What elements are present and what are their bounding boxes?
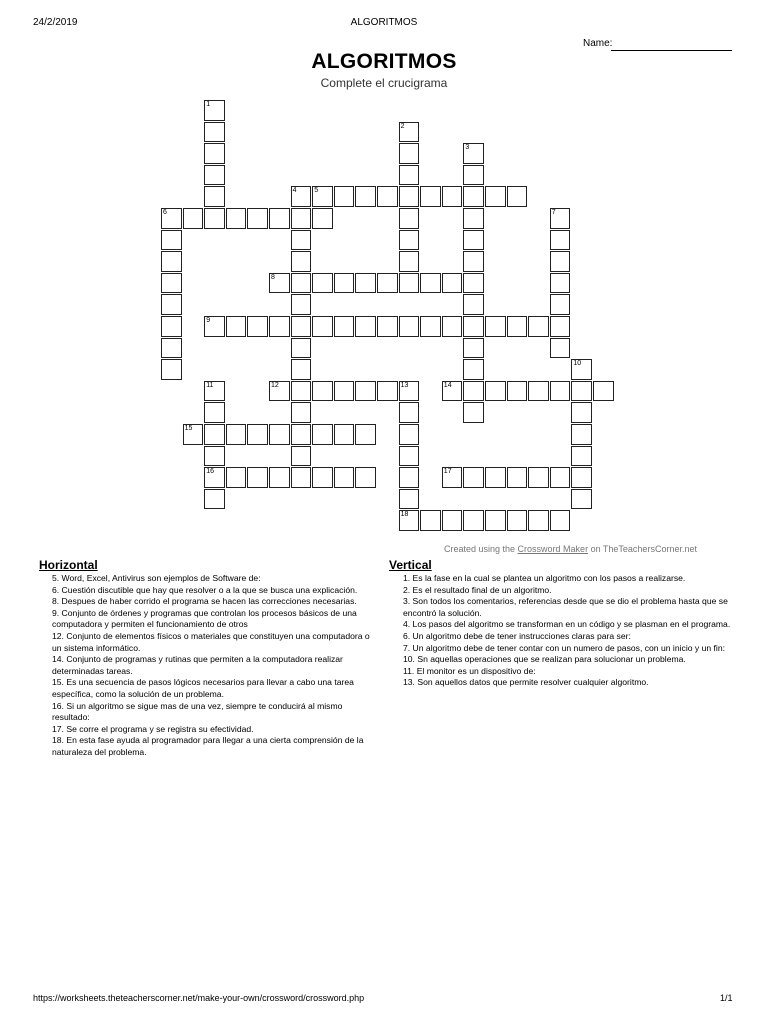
- credit-suffix: on TheTeachersCorner.net: [588, 544, 697, 554]
- page-number: 1/1: [720, 993, 733, 1003]
- crossword-cell[interactable]: [291, 446, 312, 467]
- crossword-cell[interactable]: [334, 381, 355, 402]
- crossword-cell[interactable]: [485, 316, 506, 337]
- crossword-cell[interactable]: [355, 316, 376, 337]
- crossword-cell[interactable]: [355, 186, 376, 207]
- clue-number: 7: [551, 209, 556, 216]
- crossword-cell[interactable]: [204, 165, 225, 186]
- crossword-cell[interactable]: [528, 316, 549, 337]
- crossword-cell[interactable]: [291, 251, 312, 272]
- across-clue: 12. Conjunto de elementos físicos o materiales que constituyen una computadora o un sistema informático.: [52, 630, 370, 653]
- crossword-cell[interactable]: [550, 294, 571, 315]
- crossword-cell[interactable]: [463, 316, 484, 337]
- crossword-cell[interactable]: [204, 402, 225, 423]
- crossword-cell[interactable]: [269, 208, 290, 229]
- down-clue: 7. Un algoritmo debe de tener contar con un numero de pasos, con un inicio y un fin:: [403, 642, 725, 653]
- clue-number: 15: [184, 425, 193, 432]
- crossword-cell[interactable]: [204, 381, 225, 402]
- across-heading: Horizontal: [39, 558, 98, 572]
- crossword-cell[interactable]: [161, 338, 182, 359]
- crossword-cell[interactable]: [291, 338, 312, 359]
- crossword-cell[interactable]: [528, 381, 549, 402]
- crossword-cell[interactable]: [226, 208, 247, 229]
- crossword-cell[interactable]: [463, 251, 484, 272]
- crossword-cell[interactable]: [399, 316, 420, 337]
- crossword-cell[interactable]: [485, 186, 506, 207]
- crossword-cell[interactable]: [204, 100, 225, 121]
- crossword-cell[interactable]: [291, 359, 312, 380]
- credit-line: [444, 544, 697, 554]
- crossword-cell[interactable]: [463, 381, 484, 402]
- crossword-cell[interactable]: [399, 402, 420, 423]
- crossword-cell[interactable]: [204, 424, 225, 445]
- crossword-cell[interactable]: [507, 467, 528, 488]
- crossword-cell[interactable]: [204, 186, 225, 207]
- crossword-cell[interactable]: [291, 294, 312, 315]
- crossword-cell[interactable]: [463, 510, 484, 531]
- crossword-cell[interactable]: [507, 510, 528, 531]
- crossword-cell[interactable]: [247, 424, 268, 445]
- down-clue-list: [403, 573, 733, 689]
- crossword-cell[interactable]: [334, 467, 355, 488]
- crossword-cell[interactable]: [528, 467, 549, 488]
- crossword-cell[interactable]: [399, 165, 420, 186]
- crossword-cell[interactable]: [399, 230, 420, 251]
- crossword-cell[interactable]: [226, 467, 247, 488]
- crossword-cell[interactable]: [463, 294, 484, 315]
- crossword-cell[interactable]: [399, 122, 420, 143]
- crossword-cell[interactable]: [183, 208, 204, 229]
- clue-number: 3: [465, 144, 470, 152]
- crossword-cell[interactable]: [312, 186, 333, 207]
- crossword-cell[interactable]: [247, 467, 268, 488]
- across-clue: 17. Se corre el programa y se registra su efectividad.: [52, 723, 254, 734]
- down-clue: 11. El monitor es un dispositivo de:: [403, 665, 536, 676]
- crossword-cell[interactable]: [269, 424, 290, 445]
- crossword-cell[interactable]: [377, 316, 398, 337]
- crossword-cell[interactable]: [550, 381, 571, 402]
- crossword-cell[interactable]: [420, 316, 441, 337]
- clue-number: 2: [400, 122, 405, 130]
- crossword-cell[interactable]: [442, 316, 463, 337]
- down-clue: 10. Sn aquellas operaciones que se realizan para solucionar un problema.: [403, 654, 686, 665]
- crossword-cell[interactable]: [593, 381, 614, 402]
- across-clue: 9. Conjunto de órdenes y programas que controlan los procesos básicos de una computadora y permiten el funcionamiento de otros: [52, 607, 357, 630]
- crossword-cell[interactable]: [291, 402, 312, 423]
- crossword-cell[interactable]: [420, 186, 441, 207]
- crossword-cell[interactable]: [269, 467, 290, 488]
- down-heading: Vertical: [389, 558, 432, 572]
- crossword-cell[interactable]: [204, 122, 225, 143]
- across-clue: 18. En esta fase ayuda al programador para llegar a una cierta comprensión de la naturaleza del problema.: [52, 735, 364, 757]
- crossword-cell[interactable]: [550, 510, 571, 531]
- crossword-cell[interactable]: [312, 381, 333, 402]
- down-clue: 1. Es la fase en la cual se plantea un algoritmo con los pasos a realizarse.: [403, 573, 686, 583]
- name-label: Name:: [583, 38, 613, 49]
- across-clue: 5. Word, Excel, Antivirus son ejemplos de Software de:: [52, 573, 261, 583]
- crossword-cell[interactable]: [291, 381, 312, 402]
- crossword-cell[interactable]: [291, 316, 312, 337]
- clue-number: 12: [271, 381, 279, 389]
- across-clue: 16. Si un algoritmo se sigue mas de una vez, siempre te conducirá al mismo resultado:: [52, 700, 343, 723]
- crossword-cell[interactable]: [442, 510, 463, 531]
- crossword-cell[interactable]: [399, 467, 420, 488]
- clue-number: 9: [206, 317, 211, 324]
- crossword-cell[interactable]: [399, 143, 420, 164]
- clue-number: 10: [573, 360, 582, 368]
- crossword-cell[interactable]: [247, 208, 268, 229]
- crossword-cell[interactable]: [161, 230, 182, 251]
- across-clue-list: [52, 573, 372, 759]
- crossword-cell[interactable]: [571, 489, 592, 510]
- crossword-cell[interactable]: [204, 489, 225, 510]
- crossword-cell[interactable]: [571, 359, 592, 380]
- crossword-cell[interactable]: [463, 402, 484, 423]
- crossword-cell[interactable]: [442, 186, 463, 207]
- crossword-cell[interactable]: [399, 489, 420, 510]
- crossword-cell[interactable]: [550, 316, 571, 337]
- clue-number: 4: [292, 187, 297, 195]
- crossword-cell[interactable]: [377, 273, 398, 294]
- page-subtitle: Complete el crucigrama: [320, 76, 448, 90]
- crossword-cell[interactable]: [291, 424, 312, 445]
- down-clue: 6. Un algoritmo debe de tener instrucciones claras para ser:: [403, 630, 631, 641]
- across-clue: 14. Conjunto de programas y rutinas que permiten a la computadora realizar determinadas tareas.: [52, 654, 343, 676]
- crossword-cell[interactable]: [463, 165, 484, 186]
- crossword-cell[interactable]: [377, 381, 398, 402]
- crossword-cell[interactable]: [334, 316, 355, 337]
- crossword-cell[interactable]: [463, 467, 484, 488]
- crossword-cell[interactable]: [507, 316, 528, 337]
- crossword-cell[interactable]: [355, 424, 376, 445]
- clue-number: 17: [443, 468, 452, 476]
- crossword-cell[interactable]: [161, 316, 182, 337]
- crossword-cell[interactable]: [571, 467, 592, 488]
- crossword-cell[interactable]: [204, 316, 225, 337]
- credit-prefix: Created using the: [444, 544, 518, 554]
- crossword-cell[interactable]: [161, 359, 182, 380]
- crossword-cell[interactable]: [312, 316, 333, 337]
- crossword-cell[interactable]: [291, 230, 312, 251]
- crossword-cell[interactable]: [226, 424, 247, 445]
- crossword-cell[interactable]: [355, 381, 376, 402]
- crossword-cell[interactable]: [528, 510, 549, 531]
- crossword-cell[interactable]: [463, 273, 484, 294]
- crossword-cell[interactable]: [485, 510, 506, 531]
- clue-number: 18: [400, 511, 409, 519]
- footer-url: https://worksheets.theteacherscorner.net/make-your-own/crossword/crossword.php: [33, 993, 365, 1003]
- crossword-cell[interactable]: [399, 251, 420, 272]
- crossword-cell[interactable]: [420, 273, 441, 294]
- crossword-cell[interactable]: [420, 510, 441, 531]
- crossword-cell[interactable]: [399, 510, 420, 531]
- crossword-cell[interactable]: [550, 208, 571, 229]
- crossword-cell[interactable]: [355, 273, 376, 294]
- crossword-cell[interactable]: [161, 273, 182, 294]
- crossword-cell[interactable]: [334, 186, 355, 207]
- crossword-cell[interactable]: [507, 381, 528, 402]
- crossword-cell[interactable]: [399, 381, 420, 402]
- crossword-cell[interactable]: [204, 446, 225, 467]
- crossword-cell[interactable]: [399, 186, 420, 207]
- across-clue: 8. Despues de haber corrido el programa se hacen las correcciones necesarias.: [52, 596, 357, 607]
- print-header-title: ALGORITMOS: [350, 17, 418, 28]
- clue-number: 16: [206, 468, 214, 476]
- crossword-cell[interactable]: [550, 230, 571, 251]
- crossword-cell[interactable]: [485, 467, 506, 488]
- clue-number: 11: [206, 381, 214, 389]
- crossword-cell[interactable]: [312, 208, 333, 229]
- clue-number: 8: [271, 273, 275, 281]
- crossword-cell[interactable]: [269, 381, 290, 402]
- crossword-cell[interactable]: [442, 467, 463, 488]
- crossword-cell[interactable]: [226, 316, 247, 337]
- crossword-cell[interactable]: [550, 467, 571, 488]
- crossword-cell[interactable]: [204, 143, 225, 164]
- clue-number: 13: [400, 381, 409, 389]
- across-clue: 15. Es una secuencia de pasos lógicos necesarios para llevar a cabo una tarea específica, como la solución de un problema.: [52, 677, 354, 699]
- crossword-cell[interactable]: [204, 467, 225, 488]
- crossword-cell[interactable]: [463, 338, 484, 359]
- crossword-cell[interactable]: [334, 424, 355, 445]
- crossword-cell[interactable]: [550, 251, 571, 272]
- crossword-cell[interactable]: [183, 424, 204, 445]
- crossword-cell[interactable]: [571, 446, 592, 467]
- crossword-cell[interactable]: [291, 273, 312, 294]
- crossword-cell[interactable]: [442, 273, 463, 294]
- across-clue: 6. Cuestión discutible que hay que resolver o a la que se busca una explicación.: [52, 584, 358, 595]
- crossword-cell[interactable]: [399, 424, 420, 445]
- crossword-cell[interactable]: [161, 294, 182, 315]
- crossword-cell[interactable]: [355, 467, 376, 488]
- crossword-cell[interactable]: [485, 381, 506, 402]
- clue-number: 6: [163, 209, 167, 216]
- crossword-cell[interactable]: [269, 273, 290, 294]
- crossword-cell[interactable]: [463, 359, 484, 380]
- down-clue: 13. Son aquellos datos que permite resolver cualquier algoritmo.: [403, 677, 649, 688]
- crossword-cell[interactable]: [291, 186, 312, 207]
- clue-number: 14: [443, 381, 452, 389]
- crossword-cell[interactable]: [399, 446, 420, 467]
- crossword-cell[interactable]: [463, 230, 484, 251]
- crossword-cell[interactable]: [291, 467, 312, 488]
- crossword-cell[interactable]: [550, 273, 571, 294]
- crossword-cell[interactable]: [463, 143, 484, 164]
- down-clue: 4. Los pasos del algoritmo se transforman en un código y se plasman en el programa.: [403, 619, 731, 630]
- crossword-cell[interactable]: [204, 208, 225, 229]
- crossword-cell[interactable]: [161, 208, 182, 229]
- down-clue: 2. Es el resultado final de un algoritmo.: [403, 584, 552, 595]
- crossword-cell[interactable]: [269, 316, 290, 337]
- crossword-cell[interactable]: [312, 424, 333, 445]
- crossword-maker-link[interactable]: Crossword Maker: [517, 544, 589, 554]
- clue-number: 1: [206, 101, 211, 108]
- crossword-cell[interactable]: [571, 381, 592, 402]
- crossword-cell[interactable]: [334, 273, 355, 294]
- crossword-cell[interactable]: [247, 316, 268, 337]
- crossword-cell[interactable]: [161, 251, 182, 272]
- crossword-cell[interactable]: [571, 424, 592, 445]
- crossword-cell[interactable]: [291, 208, 312, 229]
- crossword-cell[interactable]: [399, 273, 420, 294]
- page-title: ALGORITMOS: [311, 50, 457, 73]
- clue-number: 5: [314, 187, 319, 195]
- crossword-cell[interactable]: [312, 467, 333, 488]
- crossword-cell[interactable]: [399, 208, 420, 229]
- crossword-cell[interactable]: [463, 208, 484, 229]
- down-clue: 3. Son todos los comentarios, referencias desde que se dio el problema hasta que se encontró la solución.: [403, 596, 728, 618]
- print-date: 24/2/2019: [33, 17, 78, 28]
- crossword-cell[interactable]: [442, 381, 463, 402]
- crossword-cell[interactable]: [377, 186, 398, 207]
- crossword-cell[interactable]: [312, 273, 333, 294]
- crossword-cell[interactable]: [550, 338, 571, 359]
- crossword-cell[interactable]: [571, 402, 592, 423]
- crossword-cell[interactable]: [507, 186, 528, 207]
- crossword-cell[interactable]: [463, 186, 484, 207]
